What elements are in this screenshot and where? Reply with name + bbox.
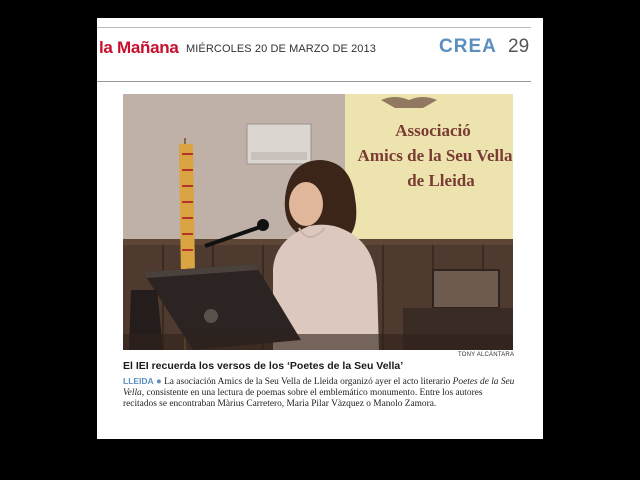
event-title: Poetes de la Seu Vella <box>123 377 515 398</box>
article-photo <box>123 94 513 350</box>
page-number: 29 <box>508 36 530 57</box>
article-text-part-2: , consistente en una lectura de poemas sobre el emblemático monumento. Entre los autores recitados se encontraban Màrius Carretero, Maria Pilar Vàzquez o Manolo Zamora. <box>123 388 483 409</box>
article-body <box>123 376 515 410</box>
photo-credit: TONY ALCÁNTARA <box>458 352 515 358</box>
screen-line-2: Amics de la Seu Vella <box>357 146 513 165</box>
top-rule <box>97 27 531 28</box>
photo-illustration <box>123 94 513 350</box>
issue-date: MIÉRCOLES 20 DE MARZO DE 2013 <box>186 43 376 55</box>
header-rule <box>97 81 531 82</box>
dateline-bullet: ● <box>153 377 162 387</box>
screen-line-3: de Lleida <box>407 171 475 190</box>
newspaper-page <box>97 18 543 439</box>
article-headline: El IEI recuerda los versos de los ‘Poetes de la Seu Vella’ <box>123 360 404 372</box>
dateline: LLEIDA <box>123 376 154 386</box>
newspaper-logo: la Mañana <box>99 38 179 57</box>
screen-line-1: Associació <box>395 121 471 140</box>
section-title: CREA <box>439 36 497 57</box>
article-text-part-1: La asociación Amics de la Seu Vella de Lleida organizó ayer el acto literario <box>161 377 453 387</box>
